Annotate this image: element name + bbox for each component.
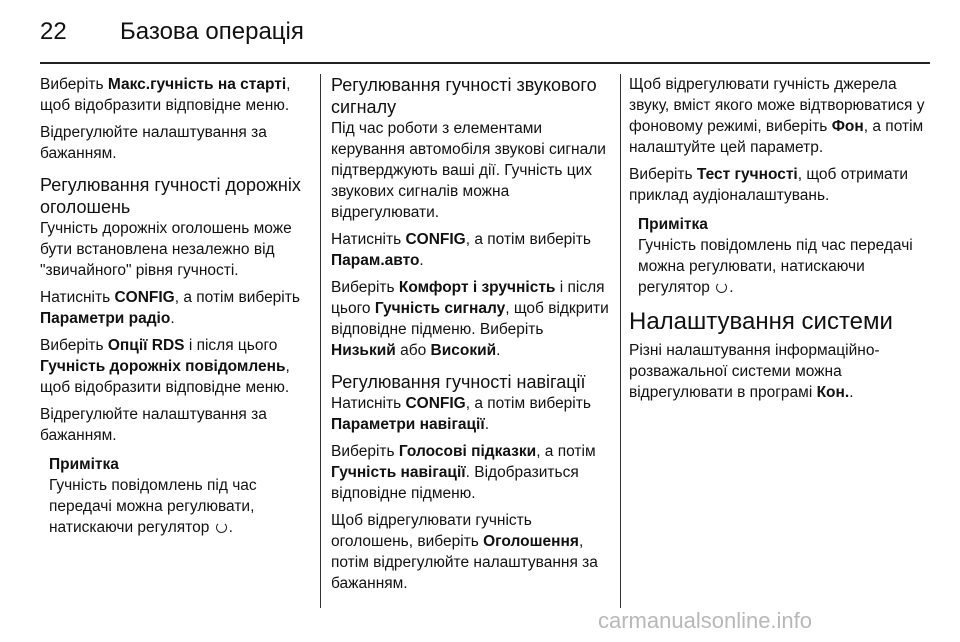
- section-heading-large: Налаштування системи: [629, 308, 893, 335]
- note-box: [49, 454, 315, 538]
- paragraph: Натисніть CONFIG, а потім виберіть Параметри радіо.: [40, 289, 300, 327]
- menu-term: Кон.: [816, 384, 850, 401]
- note-box: [638, 214, 929, 298]
- paragraph: Різні налаштування інформаційно-розважальної системи можна відрегулювати в програмі Кон..: [629, 342, 880, 401]
- menu-term: Парам.авто: [331, 252, 420, 269]
- paragraph: Виберіть Голосові підказки, а потім Гучність навігації. Відобразиться відповідне підменю.: [331, 443, 596, 502]
- paragraph: Виберіть Комфорт і зручність і після цього Гучність сигналу, щоб відкрити відповідне підменю. Виберіть Низький або Високий.: [331, 279, 609, 359]
- note-title: Примітка: [638, 216, 708, 233]
- knob-icon: [716, 282, 727, 293]
- column-divider: [320, 74, 321, 608]
- page-title: Базова операція: [120, 18, 304, 45]
- paragraph: Під час роботи з елементами керування автомобіля звукові сигнали підтверджують ваші дії. Гучність цих звукових сигналів можна відрегулювати.: [331, 120, 606, 221]
- menu-term: Макс.гучність на старті: [107, 76, 287, 93]
- menu-term: Параметри навігації: [331, 416, 485, 433]
- menu-term: Тест гучності: [696, 166, 798, 183]
- paragraph: Натисніть CONFIG, а потім виберіть Параметри навігації.: [331, 395, 591, 433]
- paragraph: Натисніть CONFIG, а потім виберіть Парам.авто.: [331, 231, 591, 269]
- knob-icon: [216, 522, 227, 533]
- paragraph: Щоб відрегулювати гучність джерела звуку, вміст якого може відтворюватися у фоновому режимі, виберіть Фон, а потім налаштуйте цей параметр.: [629, 76, 925, 156]
- button-term: CONFIG: [405, 231, 466, 248]
- button-term: CONFIG: [114, 289, 175, 306]
- section-heading: Регулювання гучності дорожніх оголошень: [40, 175, 301, 217]
- column-1: [40, 74, 315, 538]
- paragraph: Гучність дорожніх оголошень може бути встановлена незалежно від "звичайного" рівня гучності.: [40, 220, 292, 279]
- note-text: Гучність повідомлень під час передачі можна регулювати, натискаючи регулятор .: [638, 237, 913, 296]
- paragraph: Відрегулюйте налаштування за бажанням.: [40, 124, 267, 162]
- menu-term: Оголошення: [483, 533, 579, 550]
- note-text: Гучність повідомлень під час передачі можна регулювати, натискаючи регулятор .: [49, 477, 257, 536]
- paragraph: Щоб відрегулювати гучність оголошень, виберіть Оголошення, потім відрегулюйте налаштування за бажанням.: [331, 512, 598, 592]
- note-title: Примітка: [49, 456, 119, 473]
- menu-term: Опції RDS: [107, 337, 185, 354]
- section-heading: Регулювання гучності звукового сигналу: [331, 75, 597, 117]
- column-3: [629, 74, 929, 409]
- menu-term: Комфорт і зручність: [398, 279, 556, 296]
- paragraph: Виберіть Макс.гучність на старті, щоб відобразити відповідне меню.: [40, 76, 291, 114]
- menu-term: Високий: [430, 342, 497, 359]
- menu-term: Параметри радіо: [40, 310, 171, 327]
- page-header: [40, 10, 920, 54]
- header-rule: [40, 62, 930, 64]
- button-term: CONFIG: [405, 395, 466, 412]
- paragraph: Виберіть Опції RDS і після цього Гучність дорожніх повідомлень, щоб відобразити відповідне меню.: [40, 337, 290, 396]
- menu-term: Фон: [831, 118, 864, 135]
- paragraph: Виберіть Тест гучності, щоб отримати приклад аудіоналаштувань.: [629, 166, 909, 204]
- menu-term: Низький: [331, 342, 396, 359]
- menu-term: Голосові підказки: [398, 443, 537, 460]
- menu-term: Гучність сигналу: [374, 300, 506, 317]
- watermark: carmanualsonline.info: [598, 608, 813, 633]
- column-2: [331, 74, 611, 600]
- section-heading: Регулювання гучності навігації: [331, 372, 586, 392]
- menu-term: Гучність навігації: [331, 464, 466, 481]
- column-divider: [620, 74, 621, 608]
- menu-term: Гучність дорожніх повідомлень: [40, 358, 286, 375]
- paragraph: Відрегулюйте налаштування за бажанням.: [40, 406, 267, 444]
- page-number: 22: [40, 18, 67, 45]
